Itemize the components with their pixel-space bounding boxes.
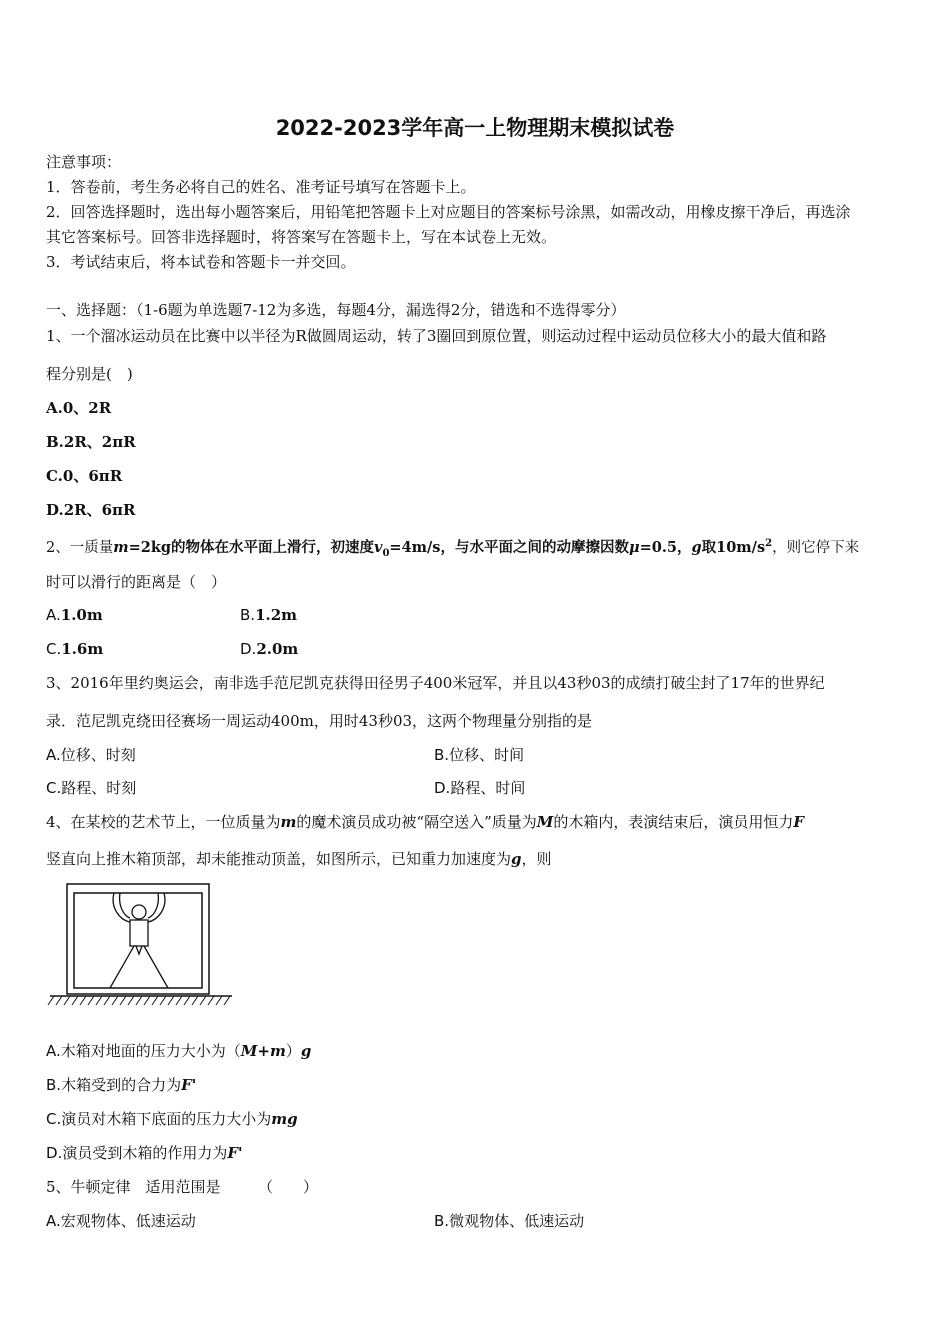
q1-stem-line2: 程分别是( ) bbox=[46, 365, 133, 383]
q1-option-d: D.2R、6πR bbox=[46, 501, 136, 519]
q2-stem-line2: 时可以滑行的距离是（ ） bbox=[46, 573, 227, 591]
notice-item-1: 1．答卷前，考生务必将自己的姓名、准考证号填写在答题卡上。 bbox=[46, 178, 476, 196]
q3-option-b: B.位移、时间 bbox=[434, 746, 525, 764]
q3-stem-line1: 3、2016年里约奥运会，南非选手范尼凯克获得田径男子400米冠军，并且以43秒03的成绩打破尘封了17年的世界纪 bbox=[46, 674, 825, 692]
torso bbox=[130, 920, 148, 946]
q5-option-b: B.微观物体、低速运动 bbox=[434, 1212, 585, 1230]
q2-stem-line1: 2、一质量m=2kg的物体在水平面上滑行，初速度$v_0=4m/s$，与水平面之间的动摩擦因数μ=0.5，g取$10m/s^2$，则它停下来 bbox=[46, 538, 860, 559]
notice-heading: 注意事项： bbox=[46, 153, 122, 171]
q3-option-d: D.路程、时间 bbox=[434, 779, 526, 797]
right-arm-inner bbox=[148, 893, 158, 918]
legs bbox=[110, 946, 168, 988]
q2-option-b: B.1.2m bbox=[240, 606, 298, 624]
q1-option-c: C.0、6πR bbox=[46, 467, 123, 485]
q3-option-c: C.路程、时刻 bbox=[46, 779, 137, 797]
q4-option-d: D.演员受到木箱的作用力为F' bbox=[46, 1144, 243, 1162]
q4-stem-line1: 4、在某校的艺术节上，一位质量为m的魔术演员成功被“隔空送入”质量为M的木箱内，表演结束后，演员用恒力F bbox=[46, 813, 805, 831]
notice-item-2-cont: 其它答案标号。回答非选择题时，将答案写在答题卡上，写在本试卷上无效。 bbox=[46, 228, 557, 246]
q2-option-a: A.1.0m bbox=[46, 606, 103, 624]
q5-option-a: A.宏观物体、低速运动 bbox=[46, 1212, 196, 1230]
section-heading: 一、选择题：（1-6题为单选题7-12为多选，每题4分，漏选得2分，错选和不选得零分） bbox=[46, 301, 626, 319]
page-title: 2022-2023学年高一上物理期末模拟试卷 bbox=[275, 116, 675, 140]
q3-stem-line2: 录．范尼凯克绕田径赛场一周运动400m，用时43秒03，这两个物理量分别指的是 bbox=[46, 712, 593, 730]
left-arm-inner bbox=[120, 893, 130, 918]
ground-hatching bbox=[48, 996, 230, 1005]
q2-option-c: C.1.6m bbox=[46, 640, 104, 658]
q5-stem: 5、牛顿定律 适用范围是 （ ） bbox=[46, 1178, 319, 1196]
q4-option-b: B.木箱受到的合力为F' bbox=[46, 1076, 197, 1094]
head bbox=[132, 905, 146, 919]
magician-in-box-diagram bbox=[46, 880, 236, 1008]
notice-item-2: 2．回答选择题时，选出每小题答案后，用铅笔把答题卡上对应题目的答案标号涂黑，如需改动，用橡皮擦干净后，再选涂 bbox=[46, 203, 851, 221]
q1-option-b: B.2R、2πR bbox=[46, 433, 136, 451]
q1-option-a: A.0、2R bbox=[46, 399, 112, 417]
q3-option-a: A.位移、时刻 bbox=[46, 746, 136, 764]
q4-figure bbox=[46, 880, 236, 1012]
q4-stem-line2: 竖直向上推木箱顶部，却未能推动顶盖，如图所示，已知重力加速度为g，则 bbox=[46, 850, 552, 868]
q1-stem-line1: 1、一个溜冰运动员在比赛中以半径为R做圆周运动，转了3圈回到原位置，则运动过程中运动员位移大小的最大值和路 bbox=[46, 327, 827, 345]
q4-option-a: A.木箱对地面的压力大小为（M+m）g bbox=[46, 1042, 312, 1060]
q2-option-d: D.2.0m bbox=[240, 640, 299, 658]
q4-option-c: C.演员对木箱下底面的压力大小为mg bbox=[46, 1110, 298, 1128]
notice-item-3: 3．考试结束后，将本试卷和答题卡一并交回。 bbox=[46, 253, 356, 271]
